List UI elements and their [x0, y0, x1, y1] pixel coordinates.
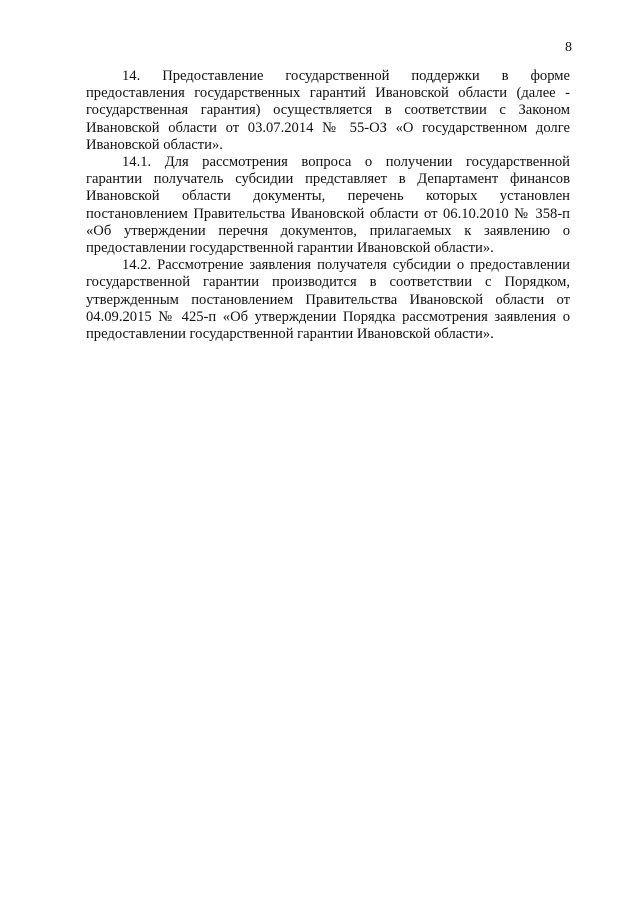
page-number: 8 [565, 40, 572, 55]
paragraph-14: 14. Предоставление государственной поддержки в форме предоставления государственных гарантий Ивановской области (далее - государственная гарантия) осуществляется в соответствии с Законом Ивановской области от 03.07.2014 № 55-ОЗ «О государственном долге Ивановской области». [86, 68, 570, 153]
paragraph-14-1: 14.1. Для рассмотрения вопроса о получении государственной гарантии получатель субсидии представляет в Департамент финансов Ивановской области документы, перечень которых установлен постановлением Правительства Ивановской области от 06.10.2010 № 358-п «Об утверждении перечня документов, прилагаемых к заявлению о предоставлении государственной гарантии Ивановской области». [86, 154, 570, 257]
document-body [86, 68, 570, 343]
paragraph-14-2: 14.2. Рассмотрение заявления получателя субсидии о предоставлении государственной гарантии производится в соответствии с Порядком, утвержденным постановлением Правительства Ивановской области от 04.09.2015 № 425-п «Об утверждении Порядка рассмотрения заявления о предоставлении государственной гарантии Ивановской области». [86, 257, 570, 343]
